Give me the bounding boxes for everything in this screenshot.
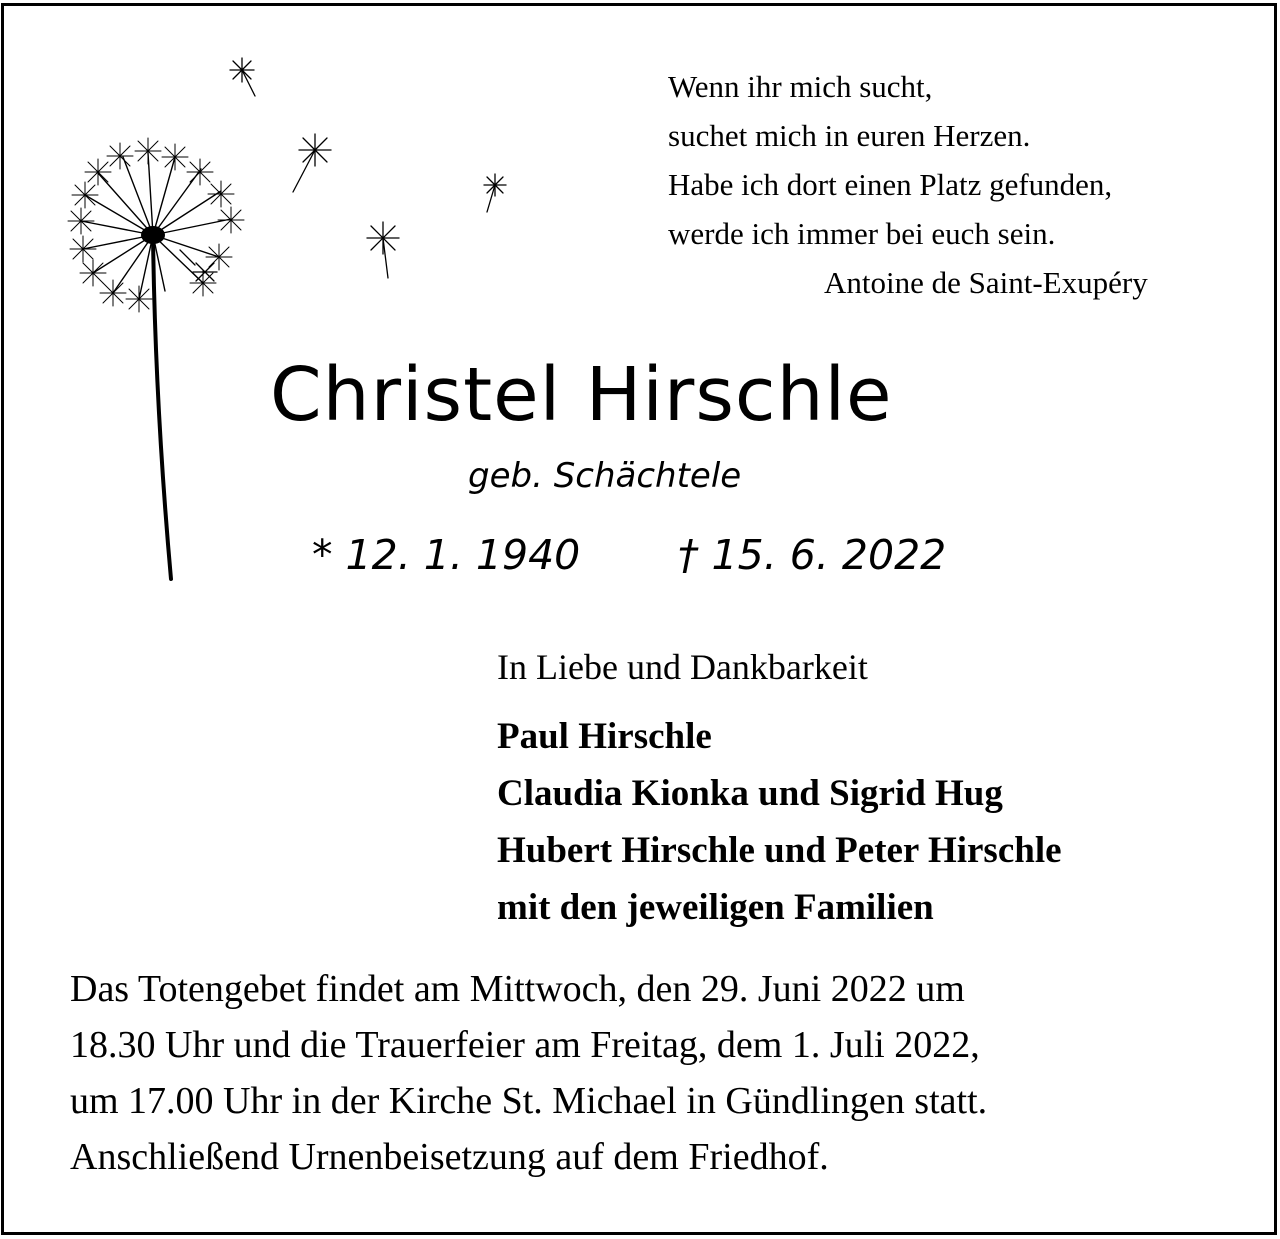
mourner-name: Hubert Hirschle und Peter Hirschle (497, 830, 1062, 871)
mourner-name: Paul Hirschle (497, 716, 712, 757)
quote-line: Wenn ihr mich sucht, (668, 69, 933, 104)
notice-line: Das Totengebet findet am Mittwoch, den 29. Juni 2022 um (70, 968, 965, 1010)
deceased-name: Christel Hirschle (270, 352, 893, 438)
notice-line: Anschließend Urnenbeisetzung auf dem Friedhof. (70, 1136, 829, 1178)
funeral-notice (70, 961, 987, 1185)
mourner-name: mit den jeweiligen Familien (497, 887, 934, 928)
dedication-line: In Liebe und Dankbarkeit (497, 647, 868, 687)
quote-line: Habe ich dort einen Platz gefunden, (668, 167, 1113, 202)
birth-date: * 12. 1. 1940 (312, 531, 581, 579)
dandelion-icon (55, 50, 535, 590)
quote-author: Antoine de Saint-Exupéry (824, 265, 1148, 300)
mourners-list (497, 708, 1062, 936)
notice-line: 18.30 Uhr und die Trauerfeier am Freitag, dem 1. Juli 2022, (70, 1024, 980, 1066)
quote-line: suchet mich in euren Herzen. (668, 118, 1031, 153)
maiden-name: geb. Schächtele (468, 456, 742, 496)
quote-line: werde ich immer bei euch sein. (668, 216, 1056, 251)
notice-line: um 17.00 Uhr in der Kirche St. Michael in Gündlingen statt. (70, 1080, 988, 1122)
death-date: † 15. 6. 2022 (678, 531, 947, 579)
memorial-quote (668, 62, 1112, 258)
mourner-name: Claudia Kionka und Sigrid Hug (497, 773, 1003, 814)
